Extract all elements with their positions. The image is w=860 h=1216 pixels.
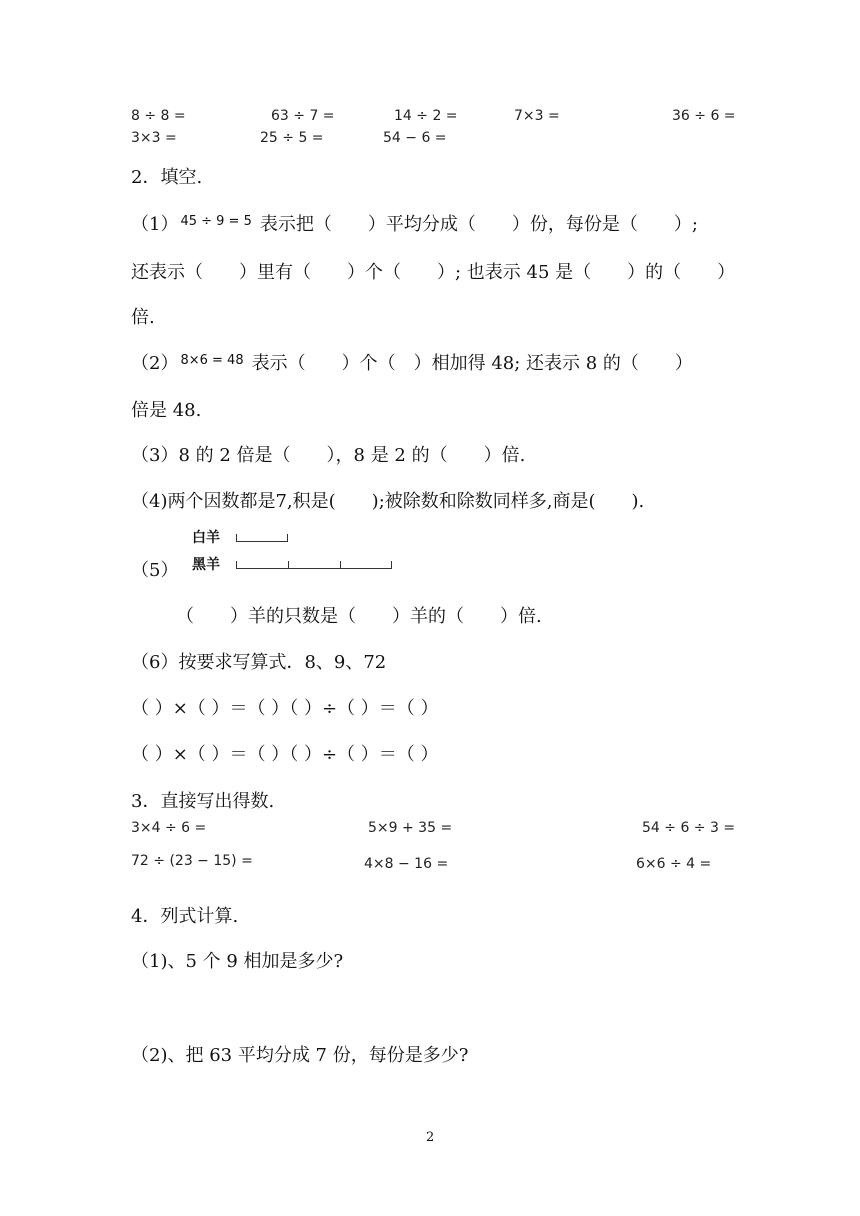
blank-row: （ ）×（ ）＝（ ）（ ）÷（ ）＝（ ） [131,698,439,719]
question-1-line-2: 还表示（ ）里有（ ）个（ ）; 也表示 45 是（ ）的（ ） [131,262,736,283]
word-problem-1: （1)、5 个 9 相加是多少? [131,951,344,972]
question-2-line-1 [131,349,693,375]
equation: 3×4 ÷ 6 = [131,820,207,836]
blank-row: （ ）×（ ）＝（ ）（ ）÷（ ）＝（ ） [131,744,439,765]
formula: 45 ÷ 9 = 5 [180,214,252,229]
black-sheep-bar-tick [391,561,392,568]
white-sheep-label: 白羊 [192,530,220,546]
question-3: （3）8 的 2 倍是（ ），8 是 2 的（ ）倍. [131,445,526,466]
question-4: （4)两个因数都是7,积是( );被除数和除数同样多,商是( ). [131,491,645,512]
question-5-text: （ ）羊的只数是（ ）羊的（ ）倍. [176,606,542,627]
equation: 6×6 ÷ 4 = [636,856,712,872]
question-1-line-3: 倍. [131,307,155,328]
white-sheep-bar-tick [236,534,237,541]
question-1-line-1 [131,210,698,236]
equation: 72 ÷ (23 − 15) = [131,853,253,869]
equation: 3×3 = [131,130,177,146]
section-title: 2．填空. [131,167,203,188]
section-title: 4．列式计算. [131,906,239,927]
equation: 54 − 6 = [383,130,447,146]
black-sheep-bar-tick [340,561,341,568]
question-number: （5） [131,560,179,581]
black-sheep-bar-tick [236,561,237,568]
equation: 7×3 = [514,108,560,124]
question-6-title: （6）按要求写算式．8、9、72 [131,652,387,673]
question-number: （2） [131,353,179,374]
equation: 4×8 − 16 = [364,856,449,872]
equation: 25 ÷ 5 = [260,130,324,146]
white-sheep-bar [236,533,288,542]
black-sheep-bar [236,560,392,569]
equation: 8 ÷ 8 = [131,108,186,124]
equation: 36 ÷ 6 = [672,108,736,124]
equation: 54 ÷ 6 ÷ 3 = [642,820,736,836]
word-problem-2: （2)、把 63 平均分成 7 份，每份是多少? [131,1045,469,1066]
formula: 8×6 = 48 [180,353,244,368]
black-sheep-bar-tick [288,561,289,568]
question-number: （1） [131,214,179,235]
section-title: 3．直接写出得数. [131,791,275,812]
question-text: 表示把（ ）平均分成（ ）份，每份是（ ）; [259,214,698,235]
page-number: 2 [426,1130,435,1145]
equation: 14 ÷ 2 = [394,108,458,124]
equation: 63 ÷ 7 = [271,108,335,124]
equation: 5×9 + 35 = [368,820,453,836]
question-text: 表示（ ）个（ ）相加得 48; 还表示 8 的（ ） [251,353,693,374]
question-2-line-2: 倍是 48. [131,400,202,421]
black-sheep-label: 黑羊 [192,557,220,573]
white-sheep-bar-tick [287,534,288,541]
sheep-diagram [192,527,392,575]
